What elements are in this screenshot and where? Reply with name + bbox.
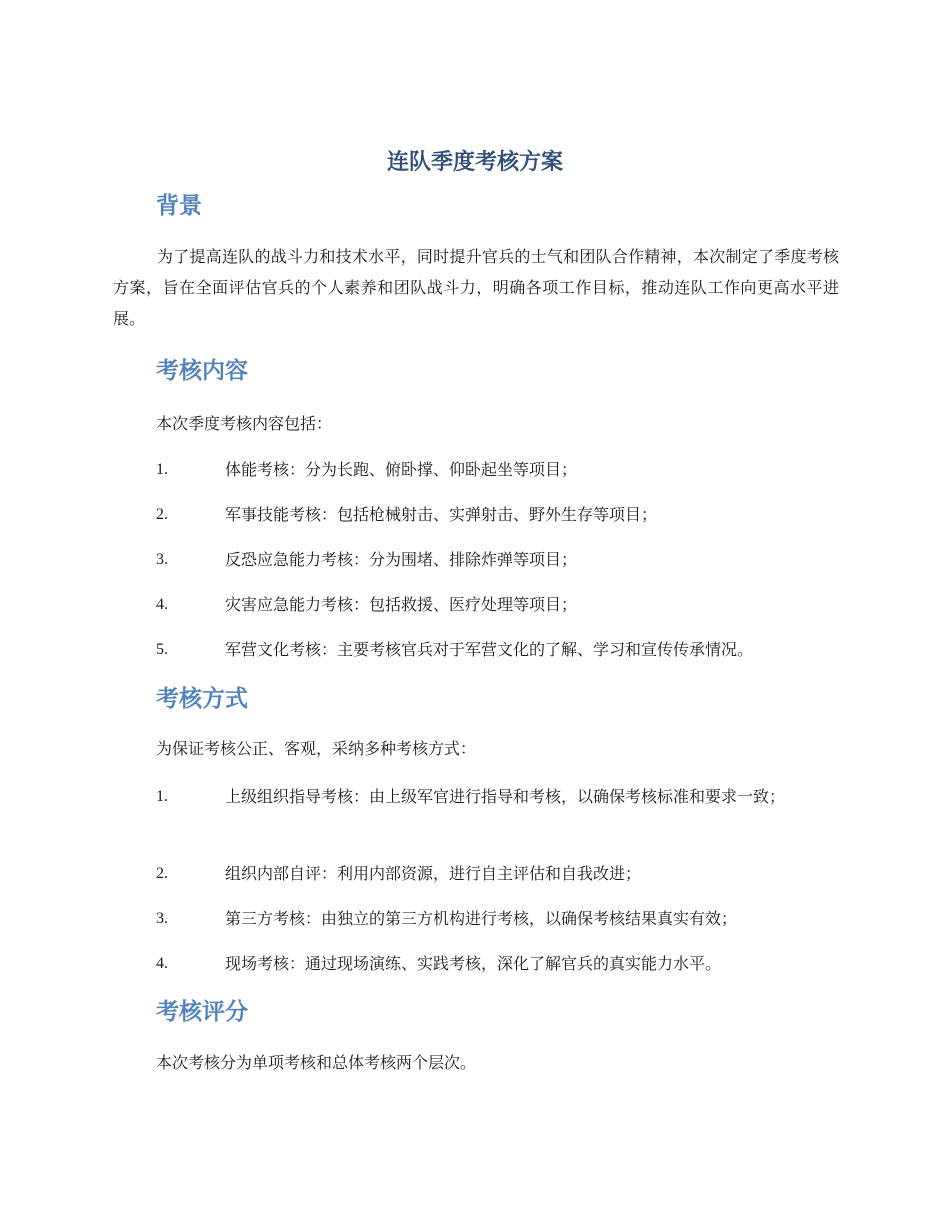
content-list-item: [113, 589, 840, 620]
list-text: 灾害应急能力考核：包括救援、医疗处理等项目；: [225, 595, 578, 614]
list-number: 1.: [156, 788, 168, 805]
list-text: 组织内部自评：利用内部资源，进行自主评估和自我改进；: [225, 864, 642, 883]
list-number: 3.: [156, 910, 168, 927]
list-text: 反恐应急能力考核：分为围堵、排除炸弹等项目；: [225, 550, 578, 569]
method-list-item: [113, 858, 840, 889]
document-title: 连队季度考核方案: [386, 150, 563, 175]
method-list-item: [113, 948, 840, 979]
method-intro: 为保证考核公正、客观，采纳多种考核方式：: [156, 739, 477, 758]
heading-scoring: 考核评分: [156, 999, 248, 1025]
heading-background: 背景: [156, 193, 202, 219]
heading-content: 考核内容: [156, 358, 248, 384]
list-number: 1.: [156, 461, 168, 478]
list-number: 2.: [156, 506, 168, 523]
method-list-item: [113, 903, 840, 934]
list-number: 4.: [156, 596, 168, 613]
list-text: 现场考核：通过现场演练、实践考核，深化了解官兵的真实能力水平。: [225, 954, 722, 973]
list-number: 2.: [156, 865, 168, 882]
content-intro: 本次季度考核内容包括：: [156, 414, 333, 433]
list-number: 5.: [156, 641, 168, 658]
list-number: 4.: [156, 955, 168, 972]
content-list-item: [113, 634, 840, 665]
list-text: 体能考核：分为长跑、俯卧撑、仰卧起坐等项目；: [225, 460, 578, 479]
list-text: 第三方考核：由独立的第三方机构进行考核，以确保考核结果真实有效；: [225, 909, 738, 928]
list-number: 3.: [156, 551, 168, 568]
heading-method: 考核方式: [156, 686, 248, 712]
scoring-intro: 本次考核分为单项考核和总体考核两个层次。: [156, 1053, 477, 1072]
content-list-item: [113, 454, 840, 485]
list-text: 上级组织指导考核：由上级军官进行指导和考核，以确保考核标准和要求一致；: [225, 787, 786, 806]
content-list-item: [113, 544, 840, 575]
background-paragraph: 为了提高连队的战斗力和技术水平，同时提升官兵的士气和团队合作精神，本次制定了季度考核方案，旨在全面评估官兵的个人素养和团队战斗力，明确各项工作目标，推动连队工作向更高水平进展。: [113, 247, 839, 328]
list-text: 军营文化考核：主要考核官兵对于军营文化的了解、学习和宣传传承情况。: [225, 640, 754, 659]
list-text: 军事技能考核：包括枪械射击、实弹射击、野外生存等项目；: [225, 505, 658, 524]
method-list-item: [113, 781, 840, 812]
content-list-item: [113, 499, 840, 530]
